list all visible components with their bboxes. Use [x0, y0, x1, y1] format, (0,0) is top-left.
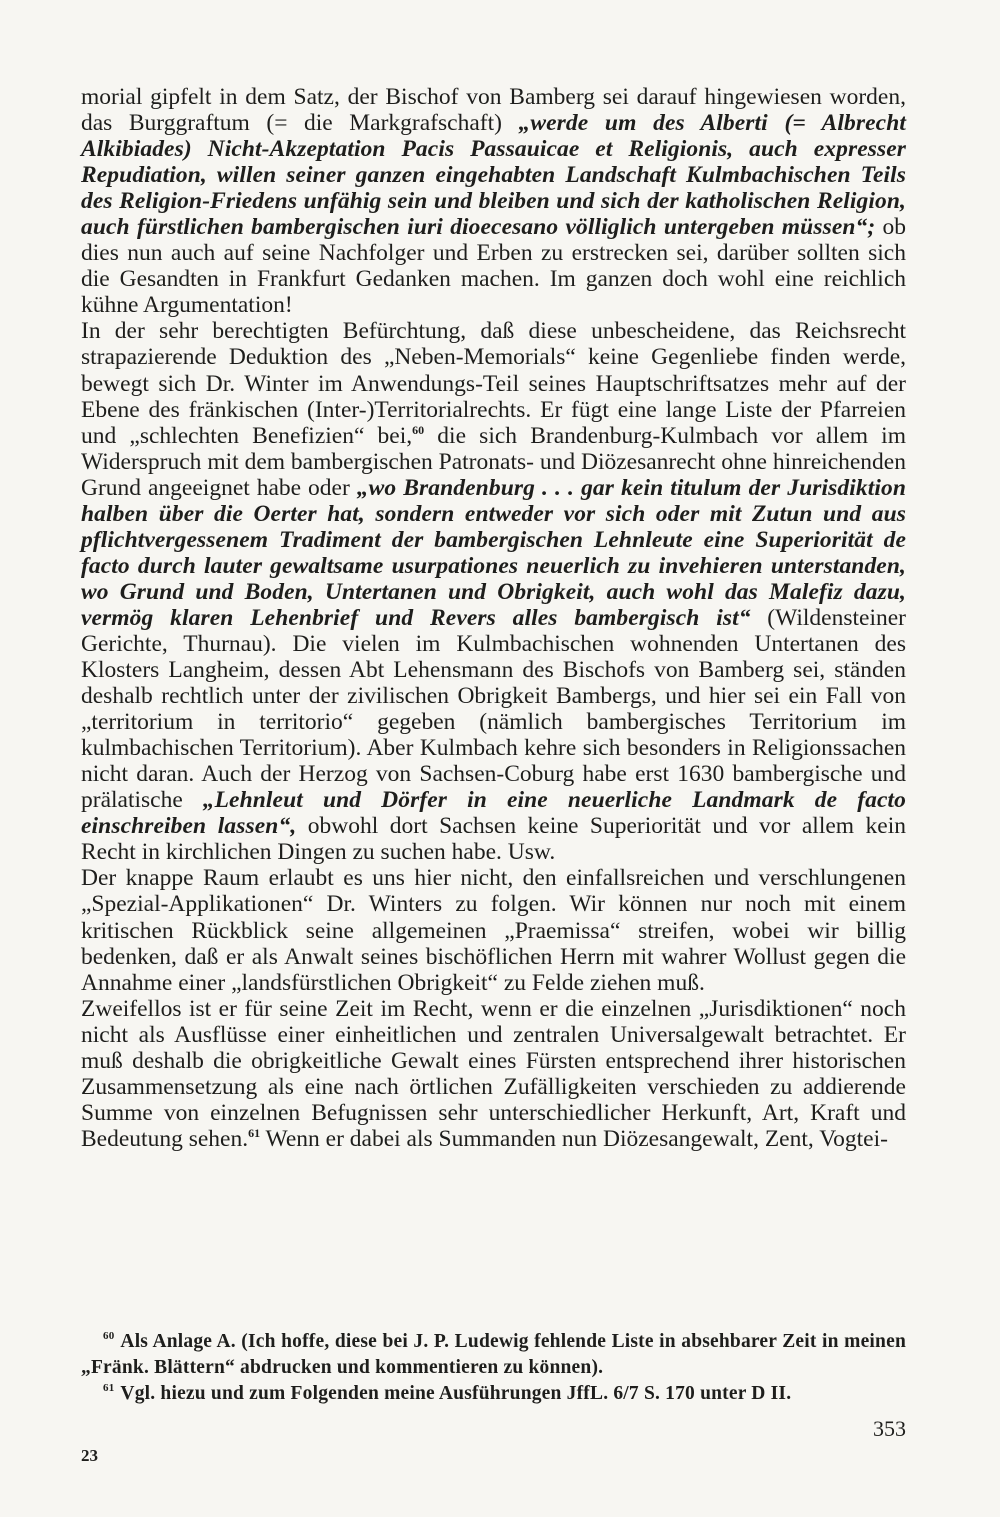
- footnote: [81, 1329, 906, 1381]
- footnote-ref: 61: [248, 1125, 261, 1140]
- text-run: ob dies nun auch auf seine Nachfolger und Erben zu erstrecken sei, darüber sollten sich die Gesandten in Frankfurt Gedanken machen. Im ganzen doch wohl eine reichlich kühne Argumentation!: [81, 214, 906, 319]
- footnote-number: 60: [103, 1330, 115, 1342]
- paragraph: [81, 996, 906, 1152]
- text-run: (Wildensteiner Gerichte, Thurnau). Die vielen im Kulmbachischen wohnenden Untertanen des Klosters Langheim, dessen Abt Lehensmann des Bischofs von Bamberg sei, ständen deshalb rechtlich unter der zivilischen Obrigkeit Bambergs, und hier sei ein Fall von „territorium in territorio“ gegeben (nämlich bambergisches Territorium im kulmbachischen Territorium). Aber Kulmbach kehre sich besonders in Religionssachen nicht daran. Auch der Herzog von Sachsen-Coburg habe erst 1630 bambergische und prälatische: [81, 604, 906, 814]
- page-number: 353: [873, 1416, 906, 1441]
- text-run: morial gipfelt in dem Satz, der Bischof von Bamberg sei darauf hingewiesen worden, das Burggraftum (= die Markgrafschaft): [81, 84, 906, 137]
- text-run: Der knappe Raum erlaubt es uns hier nicht, den einfallsreichen und verschlungenen „Spezial-Applikationen“ Dr. Winters zu folgen. Wir können nur noch mit einem kritischen Rückblick seine allgemeinen „Praemissa“ streifen, wobei wir billig bedenken, daß er als Anwalt seines bischöflichen Herrn mit wahrer Wollust gegen die Annahme einer „landsfürstlichen Obrigkeit“ zu Felde ziehen muß.: [81, 865, 906, 996]
- footnote: [81, 1381, 906, 1407]
- paragraph: [81, 84, 906, 318]
- quotation: „wo Brandenburg . . . gar kein titulum der Jurisdiktion halben über die Oerter hat, sondern entweder vor sich oder mit Zutun und aus pflichtvergessenem Tradiment der bambergischen Lehnleute eine Superiorität de facto durch lauter gewaltsame usurpationes neuerlich zu invehieren unterstanden, wo Grund und Boden, Untertanen und Obrigkeit, auch wohl das Malefiz dazu, vermög klaren Lehenbrief und Revers alles bambergisch ist“: [81, 474, 906, 631]
- quotation: „Lehnleut und Dörfer in eine neuerliche Landmark de facto einschreiben lassen“,: [81, 787, 906, 840]
- body-text: [81, 84, 906, 1152]
- text-run: obwohl dort Sachsen keine Superiorität und vor allem kein Recht in kirchlichen Dingen zu suchen habe. Usw.: [81, 813, 906, 866]
- footnote-text: Als Anlage A. (Ich hoffe, diese bei J. P. Ludewig fehlende Liste in absehbarer Zeit in meinen „Fränk. Blättern“ abdrucken und kommentieren zu können).: [81, 1331, 906, 1378]
- signature-mark: 23: [81, 1446, 98, 1465]
- text-run: die sich Brandenburg-Kulmbach vor allem im Widerspruch mit dem bambergischen Patronats- und Diözesanrecht ohne hinreichenden Grund angeeignet habe oder: [81, 422, 906, 501]
- paragraph: [81, 865, 906, 995]
- footnote-text: Vgl. hiezu und zum Folgenden meine Ausführungen JffL. 6/7 S. 170 unter D II.: [120, 1383, 792, 1404]
- footnote-ref: 60: [412, 422, 425, 437]
- text-run: In der sehr berechtigten Befürchtung, daß diese unbescheidene, das Reichsrecht strapazierende Deduktion des „Neben-Memorials“ keine Gegenliebe finden werde, bewegt sich Dr. Winter im Anwendungs-Teil seines Hauptschriftsatzes mehr auf der Ebene des fränkischen (Inter-)Territorialrechts. Er fügt eine lange Liste der Pfarreien und „schlechten Benefizien“ bei,: [81, 318, 906, 449]
- paragraph: [81, 318, 906, 865]
- quotation: „werde um des Alberti (= Albrecht Alkibiades) Nicht-Akzeptation Pacis Passauicae et Religionis, auch expresser Repudiation, willen seiner ganzen eingehabten Landschaft Kulmbachischen Teils des Religion-Friedens unfähig sein und bleiben und sich der katholischen Religion, auch fürstlichen bambergischen iuri dioecesano völliglich untergeben müssen“;: [81, 110, 906, 241]
- footnotes: [81, 1329, 906, 1407]
- text-run: Zweifellos ist er für seine Zeit im Recht, wenn er die einzelnen „Jurisdiktionen“ noch nicht als Ausflüsse einer einheitlichen und zentralen Universalgewalt betrachtet. Er muß deshalb die obrigkeitliche Gewalt eines Fürsten entsprechend ihrer historischen Zusammensetzung als eine nach örtlichen Zufälligkeiten verschieden zu addierende Summe von einzelnen Befugnissen sehr unterschiedlicher Herkunft, Art, Kraft und Bedeutung sehen.: [81, 995, 906, 1152]
- footnote-number: 61: [103, 1382, 115, 1394]
- text-run: Wenn er dabei als Summanden nun Diözesangewalt, Zent, Vogtei-: [260, 1125, 888, 1152]
